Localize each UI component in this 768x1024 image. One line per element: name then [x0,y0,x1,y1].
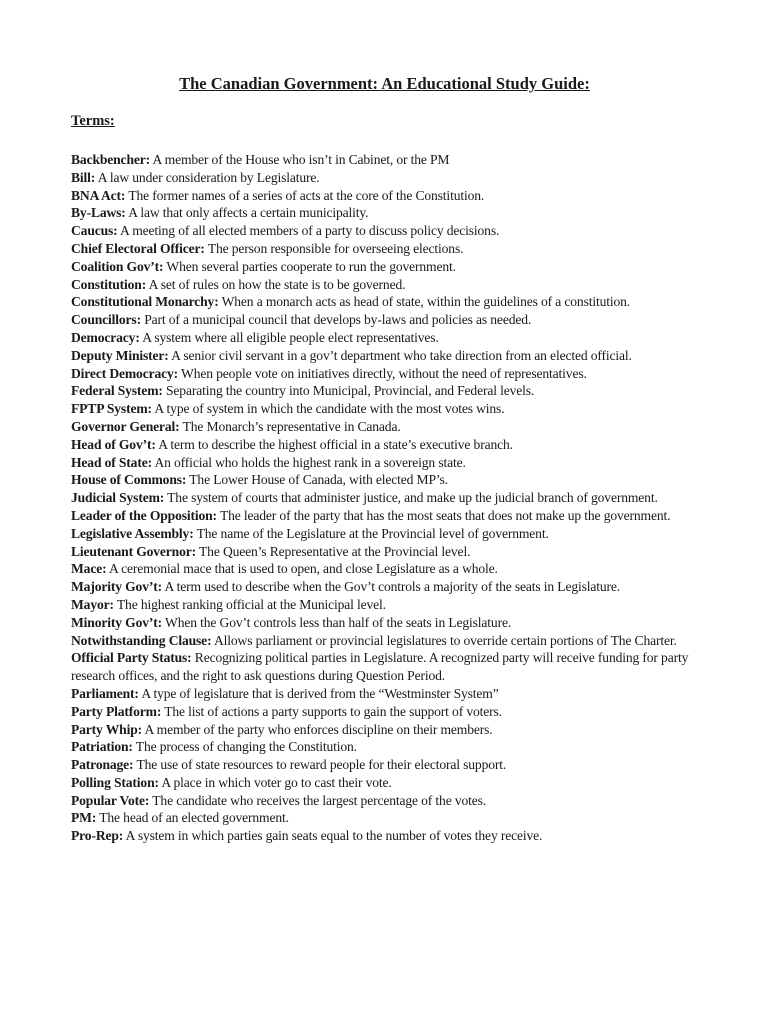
glossary-entry [71,258,708,276]
glossary-entry [71,311,708,329]
glossary-term: Backbencher: [71,152,150,167]
glossary-term: Patronage: [71,757,134,773]
glossary-entry [71,240,708,258]
glossary-entry [71,151,708,169]
glossary-entry [71,827,708,845]
glossary-definition: When people vote on initiatives directly, without the need of representatives. [181,365,587,381]
glossary-entry [71,649,708,685]
glossary-definition: A type of system in which the candidate with the most votes wins. [154,401,505,417]
glossary-definition: A place in which voter go to cast their vote. [161,774,392,790]
glossary-term: Governor General: [71,418,180,434]
glossary-entry [71,703,708,721]
glossary-term: Judicial System: [71,490,165,506]
glossary-definition: A law that only affects a certain municipality. [128,205,369,221]
glossary-term: Deputy Minister: [71,347,169,363]
glossary-term: By-Laws: [71,205,126,221]
glossary-entry [71,774,708,792]
glossary-definition: The leader of the party that has the most seats that does not make up the government. [219,507,671,523]
glossary-entry [71,329,708,347]
glossary-definition: A ceremonial mace that is used to open, and close Legislature as a whole. [108,561,498,577]
glossary-term: Constitutional Monarchy: [71,294,219,310]
glossary-definition: Allows parliament or provincial legislatures to override certain portions of The Charter. [213,632,677,648]
glossary-term: Mace: [71,561,107,577]
glossary-entry [71,418,708,436]
glossary-entry [71,543,708,561]
glossary-term: Popular Vote: [71,792,150,808]
glossary-entry [71,400,708,418]
glossary-definition: The Queen’s Representative at the Provincial level. [199,543,471,559]
glossary-definition: A meeting of all elected members of a party to discuss policy decisions. [120,223,500,239]
glossary-entry [71,632,708,650]
glossary-entry [71,471,708,489]
glossary-term: Polling Station: [71,774,159,790]
glossary-term: Mayor: [71,596,114,612]
glossary-entry [71,614,708,632]
glossary-definition: The highest ranking official at the Municipal level. [116,596,386,612]
glossary-definition: When the Gov’t controls less than half of the seats in Legislature. [165,614,512,630]
glossary-term: Official Party Status: [71,650,192,666]
glossary-term: Direct Democracy: [71,365,179,381]
glossary-term: Democracy: [71,329,140,345]
glossary-term: Federal System: [71,383,163,399]
glossary-term: Constitution: [71,276,147,292]
glossary-term: Party Whip: [71,721,142,737]
glossary-term: Bill: [71,169,96,185]
glossary-definition: The person responsible for overseeing elections. [207,240,464,256]
glossary-definition: The use of state resources to reward people for their electoral support. [136,757,507,773]
glossary-term: FPTP System: [71,401,152,417]
glossary-term: Lieutenant Governor: [71,543,196,559]
glossary-entry [71,560,708,578]
glossary-definition: An official who holds the highest rank in a sovereign state. [154,454,466,470]
glossary-definition: A member of the party who enforces discipline on their members. [144,721,493,737]
glossary-definition: A senior civil servant in a gov’t department who take direction from an elected official. [171,347,632,363]
glossary-entry [71,756,708,774]
glossary-term: Majority Gov’t: [71,579,162,595]
glossary-entry [71,721,708,739]
glossary-entry [71,792,708,810]
glossary-definition: The process of changing the Constitution. [135,739,357,755]
section-label-terms: Terms: [71,113,115,129]
glossary-definition: A term to describe the highest official in a state’s executive branch. [158,436,513,452]
glossary-term: Patriation: [71,739,133,755]
glossary-definition: Part of a municipal council that develops by-laws and policies as needed. [144,312,532,328]
glossary-definition: A set of rules on how the state is to be governed. [148,276,406,292]
glossary-definition: A member of the House who isn’t in Cabinet, or the PM [152,152,450,167]
glossary-definition: The head of an elected government. [99,810,289,826]
glossary-entry [71,365,708,383]
glossary-entry [71,809,708,827]
glossary-term: Chief Electoral Officer: [71,240,205,256]
glossary-definition: The former names of a series of acts at the core of the Constitution. [128,187,485,203]
glossary-definition: A system where all eligible people elect representatives. [142,329,439,345]
glossary-term: BNA Act: [71,187,126,203]
glossary-term: PM: [71,810,97,826]
glossary-definition: When a monarch acts as head of state, within the guidelines of a constitution. [221,294,631,310]
glossary-entry [71,578,708,596]
glossary-definition: The Monarch’s representative in Canada. [182,418,401,434]
glossary-entry [71,382,708,400]
glossary-definition: The candidate who receives the largest percentage of the votes. [152,792,487,808]
glossary-definition: The list of actions a party supports to gain the support of voters. [164,703,502,719]
glossary-definition: Recognizing political parties in Legislature. A recognized party will receive funding for party research offices, and the right to ask questions during Question Period. [71,650,689,684]
glossary-entry [71,454,708,472]
glossary-entry [71,436,708,454]
glossary-entry [71,293,708,311]
glossary-term: House of Commons: [71,472,187,488]
glossary-entry [71,204,708,222]
glossary-entry [71,347,708,365]
glossary-term: Minority Gov’t: [71,614,162,630]
glossary-entry [71,169,708,187]
glossary-term: Party Platform: [71,703,162,719]
glossary-term: Coalition Gov’t: [71,258,164,274]
glossary-entry [71,738,708,756]
glossary-entry [71,685,708,703]
glossary-definition: The name of the Legislature at the Provincial level of government. [196,525,549,541]
glossary-entry [71,596,708,614]
glossary-term: Pro-Rep: [71,828,124,844]
glossary-definition: A term used to describe when the Gov’t controls a majority of the seats in Legislature. [164,579,621,595]
glossary-term: Head of State: [71,454,152,470]
glossary-entry [71,222,708,240]
glossary-definition: A system in which parties gain seats equal to the number of votes they receive. [125,828,543,844]
glossary-term: Leader of the Opposition: [71,507,217,523]
glossary-definition: Separating the country into Municipal, Provincial, and Federal levels. [166,383,535,399]
glossary-definition: A type of legislature that is derived from the “Westminster System” [141,685,499,701]
terms-list [71,151,708,845]
glossary-term: Legislative Assembly: [71,525,194,541]
glossary-definition: When several parties cooperate to run the government. [166,258,456,274]
glossary-term: Parliament: [71,685,139,701]
glossary-entry [71,276,708,294]
glossary-entry [71,489,708,507]
glossary-term: Notwithstanding Clause: [71,632,212,648]
glossary-term: Caucus: [71,223,118,239]
glossary-definition: The system of courts that administer justice, and make up the judicial branch of government. [167,490,658,506]
glossary-definition: The Lower House of Canada, with elected MP’s. [189,472,448,488]
document-title: The Canadian Government: An Educational Study Guide: [179,74,590,93]
glossary-term: Councillors: [71,312,141,328]
glossary-entry [71,507,708,525]
glossary-entry [71,525,708,543]
glossary-definition: A law under consideration by Legislature. [97,169,320,185]
glossary-entry [71,187,708,205]
glossary-term: Head of Gov’t: [71,436,156,452]
